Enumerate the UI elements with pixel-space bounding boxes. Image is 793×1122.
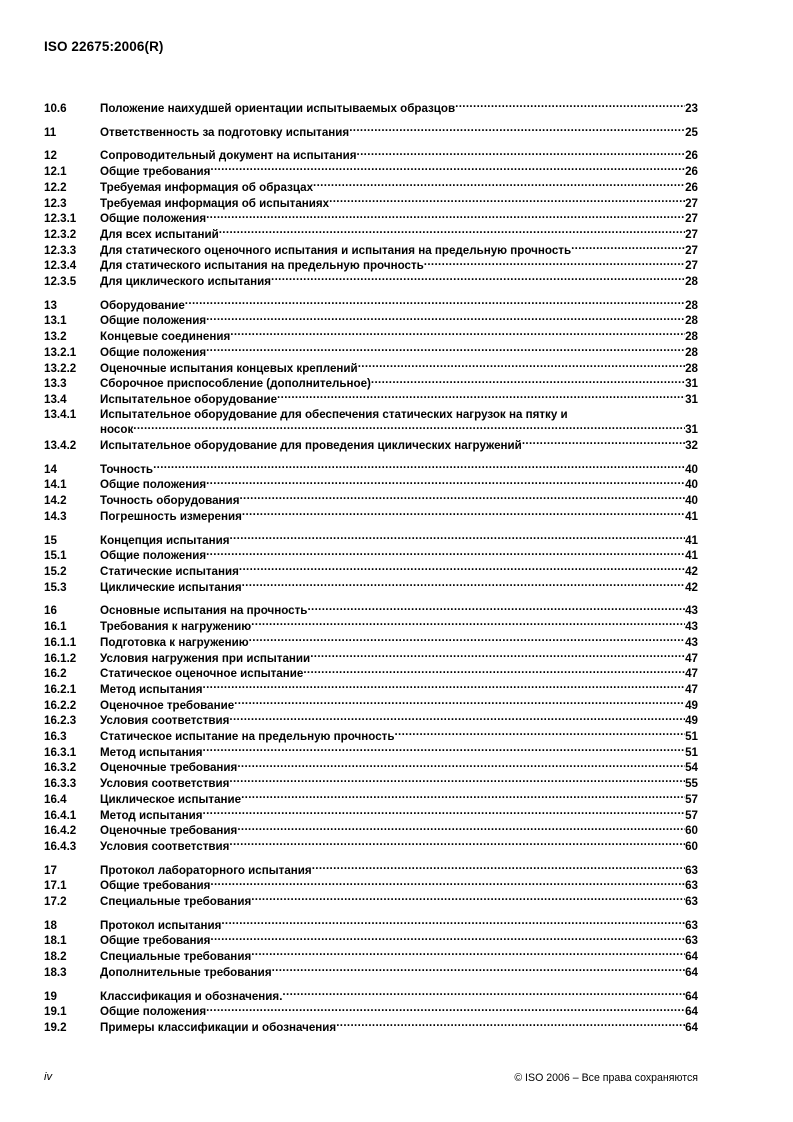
toc-entry[interactable] [44, 666, 698, 682]
toc-entry[interactable] [44, 792, 698, 808]
toc-entry-number: 14.3 [44, 509, 67, 523]
toc-entry-title: Для статического оценочного испытания и испытания на предельную прочность [100, 243, 572, 257]
toc-entry-page: 47 [685, 651, 698, 665]
toc-dot-leader [251, 894, 685, 905]
toc-entry-title: Общие положения [100, 478, 207, 492]
toc-dot-leader [241, 792, 685, 803]
toc-entry-page: 63 [685, 918, 698, 932]
toc-entry-page: 42 [685, 580, 698, 594]
toc-entry-title: Условия нагружения при испытании [100, 651, 311, 665]
document-header: ISO 22675:2006(R) [44, 39, 164, 54]
toc-entry[interactable] [44, 392, 698, 408]
toc-entry[interactable] [44, 989, 698, 1005]
toc-entry-number: 15.2 [44, 564, 67, 578]
toc-entry-title: Точность оборудования [100, 494, 240, 508]
toc-dot-leader [522, 438, 685, 449]
toc-entry-number: 16.2.3 [44, 714, 77, 728]
toc-entry-page: 27 [685, 212, 698, 226]
toc-entry[interactable] [44, 713, 698, 729]
toc-entry-title: Для всех испытаний [100, 227, 219, 241]
toc-dot-leader [210, 933, 685, 944]
toc-entry-page: 41 [685, 549, 698, 563]
toc-entry-page: 43 [685, 620, 698, 634]
toc-dot-leader [271, 274, 685, 285]
toc-entry-title: Метод испытания [100, 808, 203, 822]
toc-dot-leader [249, 635, 685, 646]
toc-entry-title: Ответственность за подготовку испытания [100, 125, 350, 139]
toc-dot-leader [329, 196, 685, 207]
toc-entry-number: 13 [44, 298, 57, 312]
toc-dot-leader [313, 180, 685, 191]
toc-entry-page: 40 [685, 494, 698, 508]
toc-entry-number: 12.1 [44, 165, 67, 179]
toc-entry-number: 16.4.1 [44, 808, 77, 822]
toc-entry[interactable] [44, 376, 698, 392]
toc-entry-number: 16.4 [44, 792, 67, 806]
toc-entry[interactable] [44, 329, 698, 345]
toc-entry-title: Погрешность измерения [100, 509, 242, 523]
toc-dot-leader [272, 965, 686, 976]
toc-entry-title: Циклическое испытание [100, 792, 242, 806]
toc-entry-number: 14 [44, 462, 57, 476]
toc-entry[interactable] [44, 101, 698, 117]
toc-entry[interactable] [44, 548, 698, 564]
toc-entry[interactable] [44, 729, 698, 745]
toc-dot-leader [229, 533, 685, 544]
toc-entry-title: Общие требования [100, 879, 211, 893]
toc-entry-number: 16.1.1 [44, 635, 77, 649]
toc-entry-page: 60 [685, 839, 698, 853]
toc-dot-leader [394, 729, 685, 740]
toc-entry-number: 16.2.1 [44, 682, 77, 696]
toc-entry[interactable] [44, 345, 698, 361]
toc-entry[interactable] [44, 682, 698, 698]
toc-entry-title: Сборочное приспособление (дополнительное) [100, 377, 371, 391]
toc-entry-number: 16.2 [44, 667, 67, 681]
toc-entry-number: 19 [44, 989, 57, 1003]
toc-entry-title: Испытательное оборудование для проведения циклических нагружений [100, 439, 522, 453]
toc-entry-page: 55 [685, 777, 698, 791]
toc-entry-number: 12.3.1 [44, 212, 77, 226]
copyright-notice: © ISO 2006 – Все права сохраняются [514, 1072, 698, 1084]
toc-dot-leader [251, 619, 685, 630]
toc-entry-number: 13.4 [44, 392, 67, 406]
toc-entry-page: 28 [685, 361, 698, 375]
toc-entry[interactable] [44, 823, 698, 839]
toc-entry-title: Статическое испытание на предельную прочность [100, 730, 395, 744]
toc-entry-number: 18.3 [44, 965, 67, 979]
toc-entry-title: Условия соответствия [100, 777, 230, 791]
toc-entry-page: 49 [685, 714, 698, 728]
toc-dot-leader [312, 863, 685, 874]
toc-entry[interactable] [44, 949, 698, 965]
toc-entry-page: 28 [685, 314, 698, 328]
toc-dot-leader [206, 345, 685, 356]
toc-dot-leader [234, 698, 685, 709]
toc-entry-number: 19.1 [44, 1005, 67, 1019]
toc-entry[interactable] [44, 180, 698, 196]
toc-entry-title: Оценочное требование [100, 698, 235, 712]
toc-dot-leader [371, 376, 685, 387]
toc-entry-number: 12.3.2 [44, 227, 77, 241]
toc-entry-number: 15.3 [44, 580, 67, 594]
toc-dot-leader [203, 682, 686, 693]
toc-entry-page: 64 [685, 965, 698, 979]
toc-entry-number: 18 [44, 918, 57, 932]
toc-entry-page: 64 [685, 1005, 698, 1019]
toc-entry-page: 63 [685, 879, 698, 893]
toc-entry-number: 17.1 [44, 879, 67, 893]
toc-entry-number: 12.2 [44, 180, 67, 194]
toc-dot-leader [221, 918, 685, 929]
toc-entry[interactable] [44, 745, 698, 761]
toc-entry[interactable] [44, 361, 698, 377]
toc-entry-page: 40 [685, 462, 698, 476]
toc-entry[interactable] [44, 878, 698, 894]
toc-entry-page: 64 [685, 1020, 698, 1034]
toc-entry-number: 13.4.1 [44, 407, 77, 421]
toc-dot-leader [206, 548, 685, 559]
toc-entry[interactable] [44, 651, 698, 667]
toc-entry[interactable] [44, 839, 698, 855]
toc-entry-title: Требования к нагружению [100, 620, 252, 634]
toc-entry-number: 12 [44, 149, 57, 163]
toc-entry[interactable] [44, 462, 698, 478]
toc-entry[interactable] [44, 619, 698, 635]
toc-entry-page: 31 [685, 392, 698, 406]
toc-entry[interactable] [44, 603, 698, 619]
toc-entry-number: 13.2.1 [44, 345, 77, 359]
toc-entry-number: 11 [44, 125, 57, 139]
toc-dot-leader [307, 603, 685, 614]
toc-entry[interactable] [44, 477, 698, 493]
toc-entry-number: 12.3.3 [44, 243, 77, 257]
toc-entry[interactable] [44, 313, 698, 329]
toc-entry-title: Основные испытания на прочность [100, 604, 308, 618]
toc-entry[interactable] [44, 509, 698, 525]
toc-entry[interactable] [44, 808, 698, 824]
toc-entry-number: 17.2 [44, 895, 67, 909]
toc-entry-title: Протокол испытания [100, 918, 222, 932]
toc-entry-page: 47 [685, 682, 698, 696]
toc-entry[interactable] [44, 580, 698, 596]
toc-entry-number: 14.2 [44, 494, 67, 508]
toc-entry-number: 15.1 [44, 549, 67, 563]
toc-entry-title: Дополнительные требования [100, 965, 272, 979]
toc-entry-number: 12.3 [44, 196, 67, 210]
toc-entry-number: 16.1 [44, 620, 67, 634]
toc-entry-page: 26 [685, 180, 698, 194]
toc-entry-page: 28 [685, 330, 698, 344]
toc-entry-number: 16.1.2 [44, 651, 77, 665]
toc-entry-page: 60 [685, 824, 698, 838]
toc-entry-page: 28 [685, 345, 698, 359]
toc-entry-page: 28 [685, 298, 698, 312]
toc-entry-title: Специальные требования [100, 950, 252, 964]
toc-entry-page: 27 [685, 196, 698, 210]
toc-dot-leader [185, 298, 685, 309]
toc-entry-number: 16.2.2 [44, 698, 77, 712]
toc-dot-leader [242, 580, 685, 591]
toc-entry[interactable] [44, 965, 698, 981]
toc-dot-leader [133, 422, 685, 433]
toc-entry-number: 18.1 [44, 934, 67, 948]
toc-dot-leader [358, 361, 685, 372]
toc-dot-leader [251, 949, 685, 960]
toc-entry-title: Сопроводительный документ на испытания [100, 149, 357, 163]
toc-entry-number: 13.1 [44, 314, 67, 328]
toc-entry-page: 47 [685, 667, 698, 681]
toc-entry-number: 15 [44, 533, 57, 547]
toc-entry[interactable] [44, 698, 698, 714]
toc-entry-number: 16 [44, 604, 57, 618]
toc-entry[interactable] [44, 564, 698, 580]
toc-dot-leader [349, 125, 685, 136]
toc-entry-title: Оборудование [100, 298, 185, 312]
toc-entry-title: Точность [100, 462, 154, 476]
toc-entry-page: 54 [685, 761, 698, 775]
toc-entry-page: 64 [685, 950, 698, 964]
toc-entry-page: 41 [685, 533, 698, 547]
toc-entry-page: 63 [685, 934, 698, 948]
toc-entry-page: 23 [685, 102, 698, 115]
toc-entry[interactable] [44, 438, 698, 454]
toc-entry-number: 18.2 [44, 950, 67, 964]
toc-entry-number: 12.3.5 [44, 275, 77, 289]
toc-dot-leader [336, 1020, 685, 1031]
toc-entry-number: 19.2 [44, 1020, 67, 1034]
toc-entry[interactable] [44, 1020, 698, 1036]
toc-entry-number: 16.4.3 [44, 839, 77, 853]
toc-entry-page: 40 [685, 478, 698, 492]
toc-entry-title: Подготовка к нагружению [100, 635, 249, 649]
toc-entry-page: 25 [685, 125, 698, 139]
toc-dot-leader [203, 808, 686, 819]
toc-entry[interactable] [44, 422, 698, 438]
toc-entry[interactable] [44, 493, 698, 509]
toc-dot-leader [153, 462, 685, 473]
toc-entry-page: 63 [685, 863, 698, 877]
toc-entry-title: Оценочные требования [100, 824, 238, 838]
toc-entry-number: 13.2 [44, 330, 67, 344]
toc-dot-leader [237, 760, 685, 771]
toc-dot-leader [210, 164, 685, 175]
toc-entry[interactable] [44, 164, 698, 180]
table-of-contents [44, 101, 698, 1036]
toc-entry-page: 41 [685, 509, 698, 523]
toc-entry-page: 32 [685, 439, 698, 453]
toc-entry-page: 27 [685, 259, 698, 273]
toc-entry-title: Метод испытания [100, 682, 203, 696]
toc-entry-page: 64 [685, 989, 698, 1003]
toc-dot-leader [229, 713, 685, 724]
toc-dot-leader [303, 666, 685, 677]
toc-entry-title: Требуемая информация об испытаниях [100, 196, 330, 210]
toc-entry-title: Классификация и обозначения. [100, 989, 283, 1003]
toc-dot-leader [203, 745, 686, 756]
toc-entry[interactable] [44, 533, 698, 549]
toc-entry[interactable] [44, 1004, 698, 1020]
toc-entry[interactable] [44, 863, 698, 879]
toc-entry-number: 12.3.4 [44, 259, 77, 273]
page-number: iv [44, 1071, 53, 1083]
toc-dot-leader [206, 477, 685, 488]
toc-entry-title: Требуемая информация об образцах [100, 180, 314, 194]
toc-entry[interactable] [44, 227, 698, 243]
toc-entry-number: 14.1 [44, 478, 67, 492]
toc-entry-number: 16.3.1 [44, 745, 77, 759]
toc-entry-title: Общие положения [100, 345, 207, 359]
toc-dot-leader [242, 509, 685, 520]
toc-dot-leader [229, 839, 685, 850]
toc-entry-page: 51 [685, 745, 698, 759]
toc-entry-title: Примеры классификации и обозначения [100, 1020, 337, 1034]
toc-dot-leader [239, 493, 685, 504]
toc-entry-title: Оценочные испытания концевых креплений [100, 361, 358, 375]
toc-entry-number: 10.6 [44, 102, 67, 115]
toc-entry-title: Концевые соединения [100, 330, 231, 344]
toc-dot-leader [424, 258, 685, 269]
toc-entry-title: Общие требования [100, 165, 211, 179]
toc-dot-leader [277, 392, 685, 403]
toc-entry-page: 28 [685, 275, 698, 289]
toc-dot-leader [230, 329, 685, 340]
toc-entry-title: Положение наихудшей ориентации испытываемых образцов [100, 102, 456, 115]
toc-entry-title: Общие положения [100, 212, 207, 226]
toc-entry-number: 13.3 [44, 377, 67, 391]
toc-entry[interactable] [44, 298, 698, 314]
toc-dot-leader [455, 101, 685, 112]
toc-dot-leader [310, 651, 685, 662]
toc-dot-leader [210, 878, 685, 889]
toc-entry-page: 63 [685, 895, 698, 909]
toc-entry-number: 16.3.2 [44, 761, 77, 775]
toc-entry-title: Испытательное оборудование [100, 392, 278, 406]
toc-dot-leader [282, 989, 685, 1000]
toc-dot-leader [206, 1004, 685, 1015]
toc-entry-title: Испытательное оборудование для обеспечения статических нагрузок на пятку и [100, 407, 568, 421]
toc-entry[interactable] [44, 211, 698, 227]
toc-entry-title: Статические испытания [100, 564, 239, 578]
toc-entry-page: 43 [685, 604, 698, 618]
toc-entry-number: 16.3 [44, 730, 67, 744]
toc-entry[interactable] [44, 760, 698, 776]
toc-entry[interactable] [44, 243, 698, 259]
toc-entry-title: Общие положения [100, 314, 207, 328]
toc-entry-number: 17 [44, 863, 57, 877]
toc-dot-leader [571, 243, 685, 254]
toc-entry[interactable] [44, 274, 698, 290]
toc-entry-title: Общие требования [100, 934, 211, 948]
toc-dot-leader [206, 313, 685, 324]
toc-dot-leader [237, 823, 685, 834]
toc-entry-title: Протокол лабораторного испытания [100, 863, 312, 877]
toc-entry[interactable] [44, 196, 698, 212]
toc-entry[interactable] [44, 894, 698, 910]
toc-entry-page: 27 [685, 243, 698, 257]
toc-entry-title: Оценочные требования [100, 761, 238, 775]
toc-entry-page: 31 [685, 377, 698, 391]
toc-entry-title: Условия соответствия [100, 714, 230, 728]
toc-entry-number: 13.4.2 [44, 439, 77, 453]
toc-entry-page: 26 [685, 165, 698, 179]
toc-entry-page: 57 [685, 808, 698, 822]
toc-entry[interactable] [44, 776, 698, 792]
toc-entry[interactable] [44, 258, 698, 274]
toc-entry-page: 26 [685, 149, 698, 163]
toc-entry-title: Концепция испытания [100, 533, 230, 547]
toc-entry-number: 13.2.2 [44, 361, 77, 375]
toc-entry-page: 42 [685, 564, 698, 578]
toc-entry-title: Для циклического испытания [100, 275, 271, 289]
toc-entry-page: 27 [685, 227, 698, 241]
toc-entry-title: Общие положения [100, 549, 207, 563]
toc-entry[interactable] [44, 408, 698, 423]
toc-entry-title: Общие положения [100, 1005, 207, 1019]
toc-entry-number: 16.4.2 [44, 824, 77, 838]
toc-dot-leader [239, 564, 685, 575]
toc-entry[interactable] [44, 148, 698, 164]
toc-dot-leader [219, 227, 685, 238]
toc-entry-title: Для статического испытания на предельную прочность [100, 259, 424, 273]
toc-dot-leader [357, 148, 686, 159]
toc-entry-page: 57 [685, 792, 698, 806]
toc-entry-title: носок [100, 423, 134, 437]
toc-entry-number: 16.3.3 [44, 777, 77, 791]
toc-entry-title: Условия соответствия [100, 839, 230, 853]
toc-dot-leader [229, 776, 685, 787]
toc-entry-title: Циклические испытания [100, 580, 242, 594]
toc-entry[interactable] [44, 918, 698, 934]
toc-entry-page: 31 [685, 423, 698, 437]
toc-entry-page: 51 [685, 730, 698, 744]
toc-entry[interactable] [44, 635, 698, 651]
toc-entry-title: Статическое оценочное испытание [100, 667, 304, 681]
toc-dot-leader [206, 211, 685, 222]
toc-entry-title: Метод испытания [100, 745, 203, 759]
toc-entry[interactable] [44, 933, 698, 949]
toc-entry-title: Специальные требования [100, 895, 252, 909]
toc-entry-page: 49 [685, 698, 698, 712]
toc-entry-page: 43 [685, 635, 698, 649]
toc-entry[interactable] [44, 125, 698, 141]
